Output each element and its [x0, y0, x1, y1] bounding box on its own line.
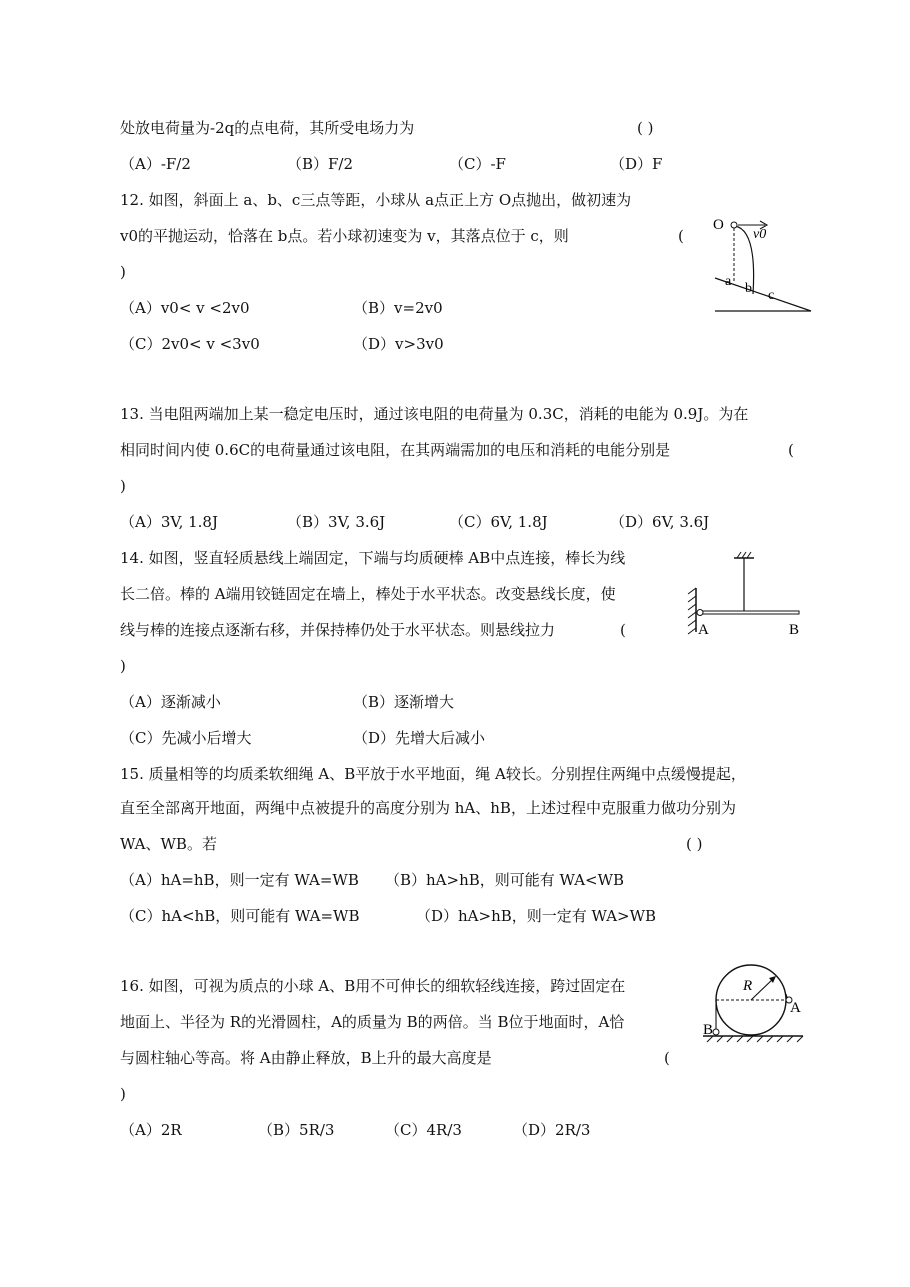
q13-stem-line1: 13. 当电阻两端加上某一稳定电压时，通过该电阻的电荷量为 0.3C，消耗的电能为 0.9J。为在 — [120, 405, 749, 423]
q15-answer-bracket: ( ) — [686, 835, 703, 853]
q14-bracket-open: ( — [620, 621, 626, 639]
q12-stem-line1: 12. 如图，斜面上 a、b、c三点等距，小球从 a点正上方 O点抛出，做初速为 — [120, 191, 632, 209]
q16-bracket-open: ( — [664, 1049, 670, 1067]
q14-label-a: A — [698, 622, 709, 638]
q12-label-b: b — [745, 281, 752, 296]
q15-stem-line1: 15. 质量相等的均质柔软细绳 A、B平放于水平地面，绳 A较长。分别捏住两绳中点缓慢提起， — [120, 765, 746, 783]
q12-option-b: （B）v=2v0 — [353, 299, 443, 317]
q12-bracket-close: ) — [120, 263, 126, 281]
q14-label-b: B — [789, 622, 800, 638]
q14-stem-line1: 14. 如图，竖直轻质悬线上端固定，下端与均质硬棒 AB中点连接，棒长为线 — [120, 549, 626, 567]
q16-label-a: A — [790, 1000, 801, 1016]
q16-option-d: （D）2R/3 — [513, 1121, 591, 1139]
q13-option-c: （C）6V, 1.8J — [449, 513, 548, 531]
q16-option-a: （A）2R — [120, 1121, 182, 1139]
q11-option-a: （A）-F/2 — [120, 155, 191, 173]
q14-option-c: （C）先减小后增大 — [120, 729, 252, 747]
q14-stem-line3: 线与棒的连接点逐渐右移，并保持棒仍处于水平状态。则悬线拉力 — [120, 621, 556, 639]
q14-option-a: （A）逐渐减小 — [120, 693, 221, 711]
q11-answer-bracket: ( ) — [637, 119, 654, 137]
q12-label-o: O — [713, 217, 724, 233]
q12-label-v0: v0 — [753, 227, 767, 242]
q14-stem-line2: 长二倍。棒的 A端用铰链固定在墙上，棒处于水平状态。改变悬线长度，使 — [120, 585, 616, 603]
q13-bracket-open: ( — [788, 441, 794, 459]
q13-option-d: （D）6V, 3.6J — [610, 513, 710, 531]
q13-option-a: （A）3V, 1.8J — [120, 513, 218, 531]
q15-stem-line3: WA、WB。若 — [120, 835, 217, 853]
q11-option-c: （C）-F — [449, 155, 506, 173]
q16-option-c: （C）4R/3 — [385, 1121, 462, 1139]
q13-bracket-close: ) — [120, 477, 126, 495]
q12-bracket-open: ( — [678, 227, 684, 245]
q12-label-a: a — [725, 274, 732, 289]
q16-label-r: R — [743, 978, 753, 994]
q16-stem-line2: 地面上、半径为 R的光滑圆柱，A的质量为 B的两倍。当 B位于地面时，A恰 — [120, 1013, 625, 1031]
q14-option-d: （D）先增大后减小 — [353, 729, 486, 747]
q12-option-a: （A）v0< v <2v0 — [120, 299, 250, 317]
q11-stem: 处放电荷量为-2q的点电荷，其所受电场力为 — [120, 119, 415, 137]
q15-option-a: （A）hA=hB，则一定有 WA=WB — [120, 871, 359, 889]
q15-option-c: （C）hA<hB，则可能有 WA=WB — [120, 907, 360, 925]
q16-cylinder-figure — [695, 960, 810, 1045]
q12-projectile-figure — [705, 212, 815, 317]
q11-option-d: （D）F — [610, 155, 663, 173]
q12-option-d: （D）v>3v0 — [353, 335, 444, 353]
q12-label-c: c — [768, 288, 775, 303]
q16-stem-line3: 与圆柱轴心等高。将 A由静止释放，B上升的最大高度是 — [120, 1049, 492, 1067]
q15-option-d: （D）hA>hB，则一定有 WA>WB — [416, 907, 657, 925]
q15-stem-line2: 直至全部离开地面，两绳中点被提升的高度分别为 hA、hB，上述过程中克服重力做功分别为 — [120, 799, 736, 817]
q13-stem-line2: 相同时间内使 0.6C的电荷量通过该电阻，在其两端需加的电压和消耗的电能分别是 — [120, 441, 671, 459]
q14-rod-figure — [680, 550, 805, 640]
q11-option-b: （B）F/2 — [287, 155, 354, 173]
q16-label-b: B — [703, 1022, 714, 1038]
q12-option-c: （C）2v0< v <3v0 — [120, 335, 260, 353]
q16-option-b: （B）5R/3 — [258, 1121, 335, 1139]
q15-option-b: （B）hA>hB，则可能有 WA<WB — [385, 871, 625, 889]
q12-stem-line2: v0的平抛运动，恰落在 b点。若小球初速变为 v，其落点位于 c，则 — [120, 227, 569, 245]
q16-bracket-close: ) — [120, 1085, 126, 1103]
q16-stem-line1: 16. 如图，可视为质点的小球 A、B用不可伸长的细软轻线连接，跨过固定在 — [120, 977, 626, 995]
q14-bracket-close: ) — [120, 657, 126, 675]
q13-option-b: （B）3V, 3.6J — [287, 513, 386, 531]
q14-option-b: （B）逐渐增大 — [353, 693, 455, 711]
